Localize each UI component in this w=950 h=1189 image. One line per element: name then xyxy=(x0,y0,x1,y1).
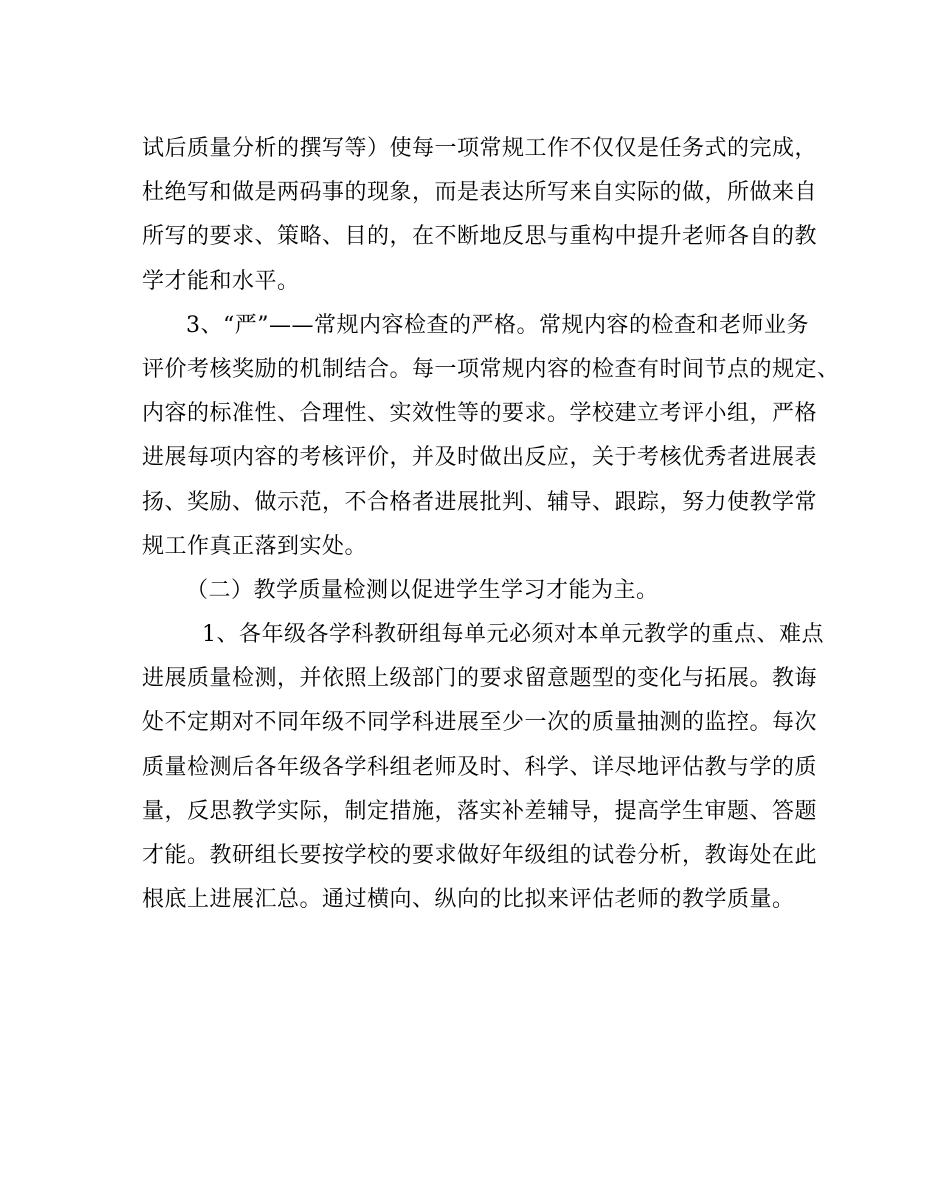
text-line: 规工作真正落到实处。 xyxy=(142,533,368,559)
text-line: 质量检测后各年级各学科组老师及时、科学、详尽地评估教与学的质 xyxy=(142,754,818,780)
paragraph-heading-quality: 1、各年级各学科教研组每单元必须对本单元教学的重点、难点 xyxy=(202,622,824,648)
text-line: 进展质量检测，并依照上级部门的要求留意题型的变化与拓展。教诲 xyxy=(142,666,818,692)
text-line: 评价考核奖励的机制结合。每一项常规内容的检查有时间节点的规定、 xyxy=(142,356,840,382)
text-line: 试后质量分析的撰写等）使每一项常规工作不仅仅是任务式的完成， xyxy=(142,136,818,161)
body-text xyxy=(142,127,840,922)
text-line: 学才能和水平。 xyxy=(142,268,300,294)
text-line: 根底上进展汇总。通过横向、纵向的比拟来评估老师的教学质量。 xyxy=(142,887,795,913)
text-line: 所写的要求、策略、目的，在不断地反思与重构中提升老师各自的教 xyxy=(142,224,818,250)
text-line: 内容的标准性、合理性、实效性等的要求。学校建立考评小组，严格 xyxy=(142,401,818,427)
text-line: 进展每项内容的考核评价，并及时做出反应，关于考核优秀者进展表 xyxy=(142,445,818,471)
text-line: 处不定期对不同年级不同学科进展至少一次的质量抽测的监控。每次 xyxy=(142,710,818,736)
text-line: 扬、奖励、做示范，不合格者进展批判、辅导、跟踪，努力使教学常 xyxy=(142,489,818,515)
text-line: 量，反思教学实际，制定措施，落实补差辅导，提高学生审题、答题 xyxy=(142,798,818,824)
text-line: 才能。教研组长要按学校的要求做好年级组的试卷分析，教诲处在此 xyxy=(142,843,818,868)
paragraph-heading-strict: 3、“严”——常规内容检查的严格。常规内容的检查和老师业务 xyxy=(186,312,809,338)
section-heading: （二）教学质量检测以促进学生学习才能为主。 xyxy=(186,577,659,603)
text-line: 杜绝写和做是两码事的现象，而是表达所写来自实际的做，所做来自 xyxy=(142,180,818,206)
